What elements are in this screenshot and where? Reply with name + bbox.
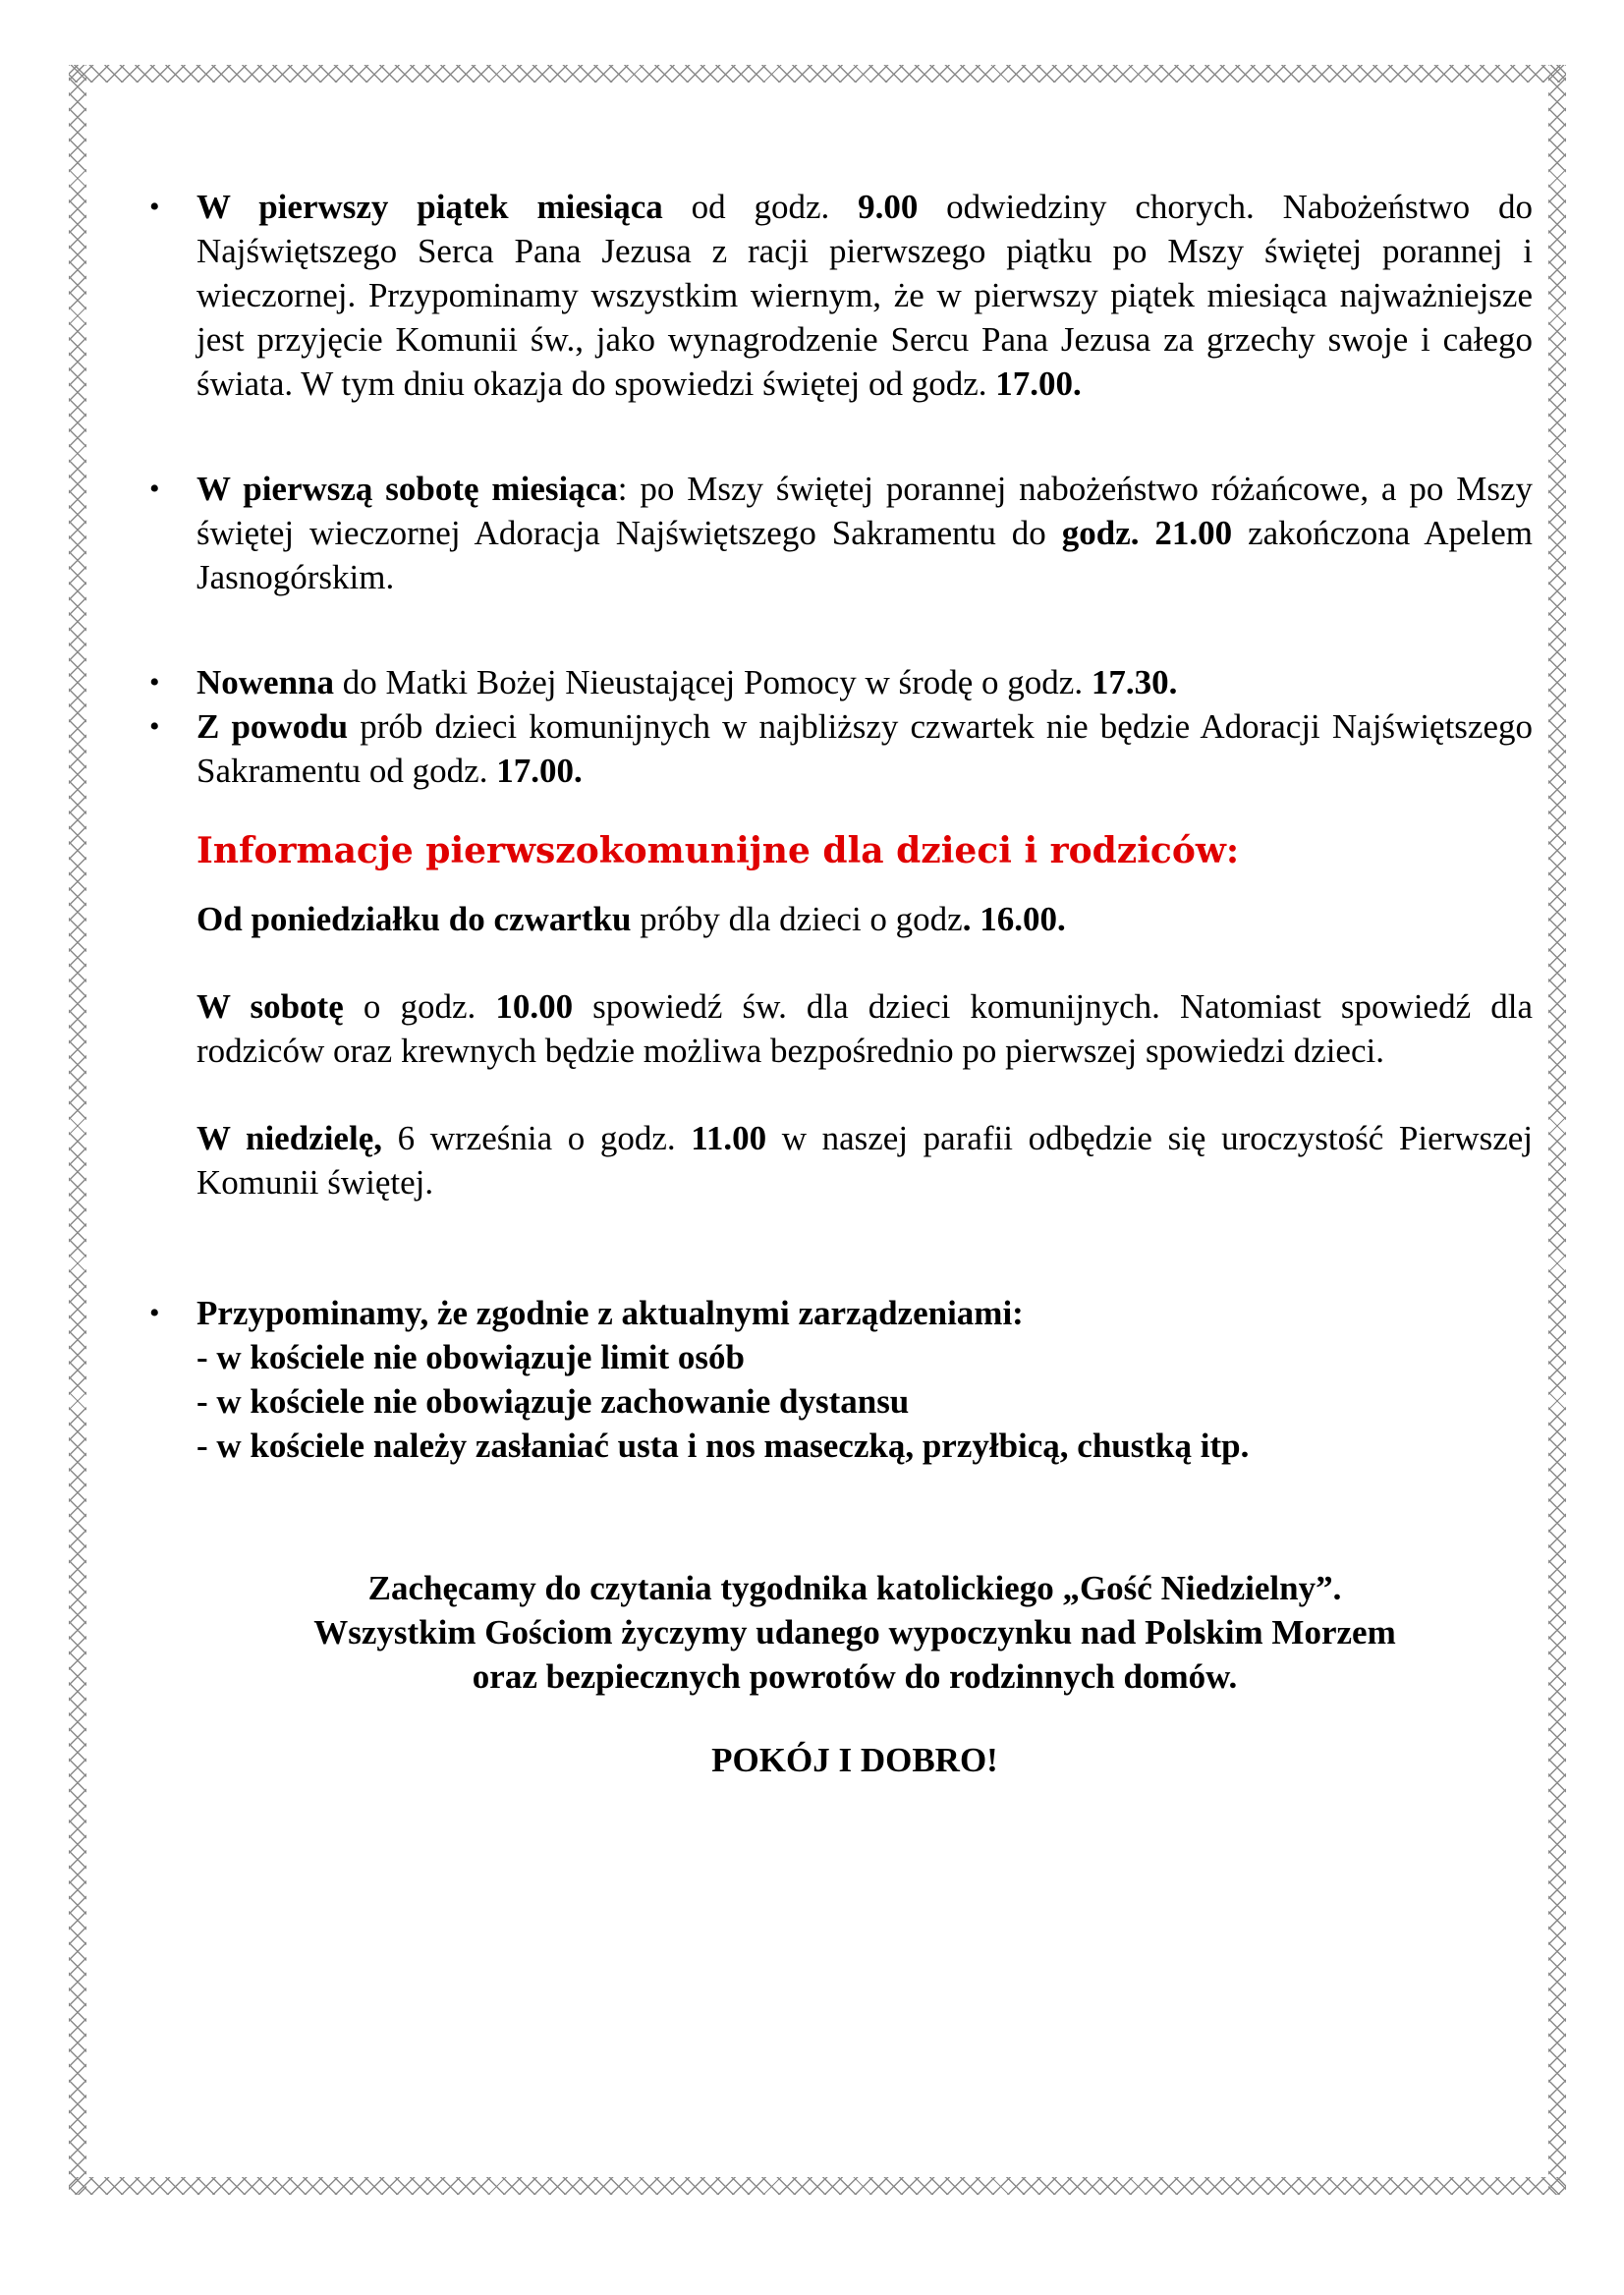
text-run: o godz. — [343, 987, 496, 1026]
bold-text-run: 9.00 — [858, 188, 919, 226]
bullet-icon: • — [149, 191, 160, 223]
text-run: : po Mszy świętej porannej nabożeństwo różańcowe, a po Mszy świętej wieczornej Adoracja Najświętszego Sakramentu do — [196, 470, 1533, 552]
bullet-first-friday — [147, 185, 1533, 406]
bullet-icon: • — [149, 710, 160, 743]
border-top — [69, 65, 1566, 83]
text-run: próby dla dzieci o godz — [631, 900, 963, 938]
closing-line-wishes: Wszystkim Gościom życzymy udanego wypoczynku nad Polskim Morzem — [313, 1613, 1396, 1651]
communion-heading: Informacje pierwszokomunijne dla dzieci i rodziców: — [196, 830, 1240, 871]
bold-text-run: W sobotę — [196, 987, 344, 1026]
bold-text-run: 10.00 — [495, 987, 574, 1026]
bold-text-run: Z powodu — [196, 707, 349, 746]
bold-text-run: Nowenna — [196, 663, 335, 701]
reminder-title: Przypominamy, że zgodnie z aktualnymi zarządzeniami: — [196, 1294, 1024, 1332]
text-run: w naszej parafii odbędzie się uroczystość Pierwszej Komunii świętej. — [196, 1119, 1533, 1202]
text-run: zakończona Apelem Jasnogórskim. — [196, 514, 1534, 596]
border-right — [1548, 65, 1566, 2195]
closing-line-magazine: Zachęcamy do czytania tygodnika katolickiego „Gość Niedzielny”. — [367, 1569, 1342, 1607]
signoff: POKÓJ I DOBRO! — [711, 1741, 998, 1779]
item-text — [196, 707, 1533, 790]
bold-text-run: Od poniedziałku do czwartku — [196, 900, 632, 938]
bold-text-run: godz. 21.00 — [1061, 514, 1233, 552]
text-run: do Matki Bożej Nieustającej Pomocy w środę o godz. — [334, 663, 1092, 701]
border-bottom — [69, 2177, 1566, 2195]
reminder-line-limit: - w kościele nie obowiązuje limit osób — [196, 1338, 746, 1376]
bold-text-run: 17.00. — [496, 752, 583, 790]
bold-text-run: W niedzielę, — [196, 1119, 382, 1157]
item-text — [196, 470, 1533, 596]
communion-paragraph-rehearsals — [196, 897, 1533, 941]
communion-paragraph-ceremony — [196, 1116, 1533, 1204]
reminder-line-mask: - w kościele należy zasłaniać usta i nos maseczką, przyłbicą, chustką itp. — [196, 1427, 1250, 1465]
bold-text-run: 17.30. — [1091, 663, 1178, 701]
border-left — [69, 65, 86, 2195]
bullet-icon: • — [149, 1297, 160, 1329]
reminder-line-distance: - w kościele nie obowiązuje zachowanie dystansu — [196, 1382, 910, 1421]
bold-text-run: 11.00 — [691, 1119, 767, 1157]
communion-section — [147, 897, 1533, 1204]
bullet-icon: • — [149, 473, 160, 505]
text-run: odwiedziny chorych. Nabożeństwo do Najświętszego Serca Pana Jezusa z racji pierwszego piątku po Mszy świętej porannej i wieczornej. Przypominamy wszystkim wiernym, że w pierwszy piątek miesiąca najważniejsze jest przyjęcie Komunii św., jako wynagrodzenie Sercu Pana Jezusa za grzechy swoje i całego świata. W tym dniu okazja do spowiedzi świętej od godz. — [196, 188, 1533, 403]
bold-text-run: 17.00. — [995, 364, 1082, 403]
closing-line-return: oraz bezpiecznych powrotów do rodzinnych domów. — [472, 1657, 1238, 1696]
bullet-novena — [147, 660, 1533, 704]
bullet-icon: • — [149, 666, 160, 699]
bullet-rehearsals — [147, 704, 1533, 793]
communion-paragraph-confession — [196, 984, 1533, 1073]
bold-text-run: W pierwszą sobotę miesiąca — [196, 470, 618, 508]
bold-text-run: W pierwszy piątek miesiąca — [196, 188, 663, 226]
announcements-content — [147, 185, 1533, 1782]
item-text — [196, 663, 1177, 701]
text-run: od godz. — [662, 188, 859, 226]
closing-message — [147, 1566, 1533, 1699]
bullet-reminder — [147, 1291, 1533, 1468]
text-run: spowiedź św. dla dzieci komunijnych. Natomiast spowiedź dla rodziców oraz krewnych będzie możliwa bezpośrednio po pierwszej spowiedzi dzieci. — [196, 987, 1533, 1070]
bullet-first-saturday — [147, 467, 1533, 599]
bold-text-run: . 16.00. — [962, 900, 1066, 938]
item-text — [196, 188, 1533, 403]
text-run: 6 września o godz. — [381, 1119, 692, 1157]
text-run: prób dzieci komunijnych w najbliższy czwartek nie będzie Adoracji Najświętszego Sakramentu od godz. — [196, 707, 1533, 790]
